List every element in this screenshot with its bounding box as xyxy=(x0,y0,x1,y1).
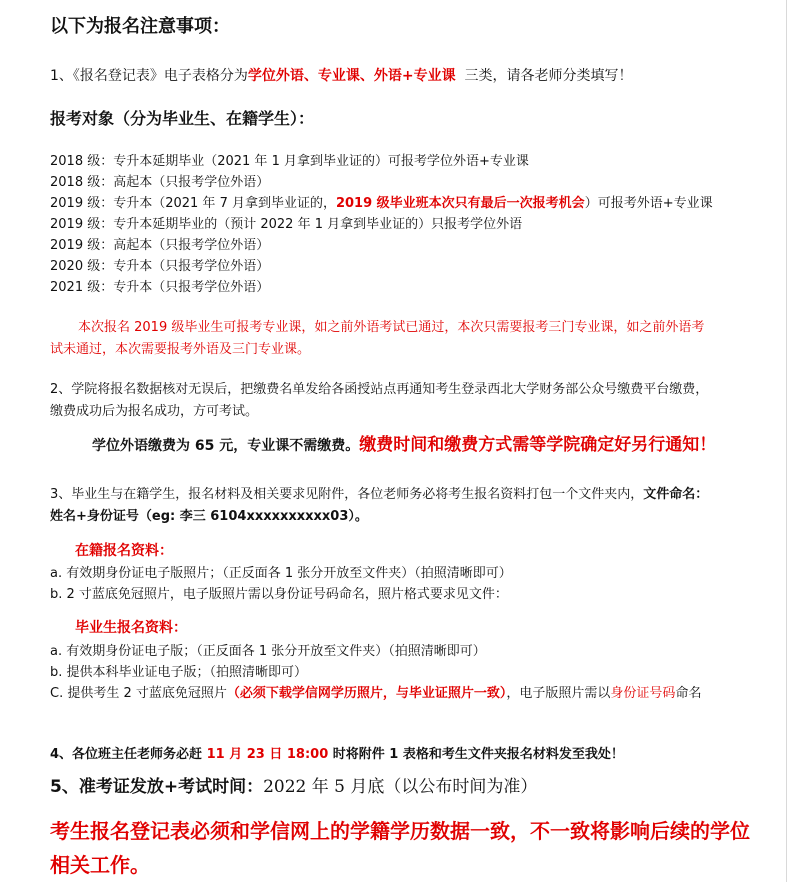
item-4-post: 时将附件 1 表格和考生文件夹报名材料发至我处！ xyxy=(328,747,624,762)
graduate-title: 毕业生报名资料： xyxy=(75,620,187,636)
item-5-label: 5、准考证发放+考试时间： xyxy=(50,777,264,797)
item-1-suffix: 三类，请各老师分类填写！ xyxy=(455,68,633,84)
audience-line-2: 2018 级：高起本（只报考学位外语） xyxy=(50,175,270,190)
audience-line-5: 2019 级：高起本（只报考学位外语） xyxy=(50,238,270,253)
fee-amount: 学位外语缴费为 65 元，专业课不需缴费。 xyxy=(92,438,360,454)
graduate-item-c-pre: C. 提供考生 2 寸蓝底免冠照片 xyxy=(50,686,227,701)
audience-line-6: 2020 级：专升本（只报考学位外语） xyxy=(50,259,270,274)
fee-line xyxy=(92,430,716,455)
item-1-cat-major: 专业课 xyxy=(317,68,360,84)
audience-line-4: 2019 级：专升本延期毕业的（预计 2022 年 1 月拿到毕业证的）只报考学位外语 xyxy=(50,217,523,232)
audience-line-1: 2018 级：专升本延期毕业（2021 年 1 月拿到毕业证的）可报考学位外语+专业课 xyxy=(50,154,529,169)
graduate-item-c-idnumber: 身份证号码 xyxy=(610,686,676,701)
audience-line-3 xyxy=(50,192,713,211)
item-4-pre: 4、各位班主任老师务必赶 xyxy=(50,747,207,762)
item-4-deadline: 11 月 23 日 18:00 xyxy=(206,747,329,762)
item-3-line-1-text: 3、毕业生与在籍学生，报名材料及相关要求见附件，各位老师务必将考生报名资料打包一个文件夹内， xyxy=(50,487,644,502)
item-1-cat-both: 外语+专业课 xyxy=(373,68,456,84)
audience-line-3-post: ）可报考外语+专业课 xyxy=(584,196,713,211)
item-3-line-1 xyxy=(50,483,708,502)
item-1 xyxy=(50,65,633,85)
graduate-item-c-post: 命名 xyxy=(675,686,702,701)
graduate-item-b: b. 提供本科毕业证电子版；（拍照清晰即可） xyxy=(50,665,308,680)
item-5-value: 2022 年 5 月底（以公布时间为准） xyxy=(263,777,538,797)
notice-heading: 以下为报名注意事项： xyxy=(50,16,230,37)
note-2019-line-2: 试未通过，本次需要报考外语及三门专业课。 xyxy=(50,342,311,357)
final-warning-line-1: 考生报名登记表必须和学信网上的学籍学历数据一致，不一致将影响后续的学位 xyxy=(50,819,750,843)
item-5 xyxy=(50,772,537,797)
item-1-prefix: 1、《报名登记表》电子表格分为 xyxy=(50,68,248,84)
graduate-item-c-mid: ，电子版照片需以 xyxy=(506,686,611,701)
graduate-item-a: a. 有效期身份证电子版；（正反面各 1 张分开放至文件夹）（拍照清晰即可） xyxy=(50,644,486,659)
item-1-cat-language: 学位外语 xyxy=(247,68,304,84)
audience-line-3-highlight: 2019 级毕业班本次只有最后一次报考机会 xyxy=(335,196,585,211)
item-3-line-2: 姓名+身份证号（eg: 李三 6104xxxxxxxxxx03）。 xyxy=(50,509,368,524)
item-3-file-naming: 文件命名： xyxy=(643,487,709,502)
enrolled-item-b: b. 2 寸蓝底免冠照片，电子版照片需以身份证号码命名，照片格式要求见文件： xyxy=(50,587,508,602)
item-1-sep1: 、 xyxy=(303,68,318,84)
audience-line-7: 2021 级：专升本（只报考学位外语） xyxy=(50,280,270,295)
audience-heading: 报考对象（分为毕业生、在籍学生）： xyxy=(50,109,315,128)
graduate-item-c-highlight: （必须下载学信网学历照片，与毕业证照片一致） xyxy=(226,686,507,701)
item-2-line-1: 2、学院将报名数据核对无误后，把缴费名单发给各函授站点再通知考生登录西北大学财务部公众号缴费平台缴费， xyxy=(50,382,709,397)
fee-notice: 缴费时间和缴费方式需等学院确定好另行通知！ xyxy=(359,435,717,455)
item-2-line-2: 缴费成功后为报名成功，方可考试。 xyxy=(50,404,259,419)
item-4 xyxy=(50,743,624,762)
item-1-sep2: 、 xyxy=(359,68,374,84)
audience-line-3-pre: 2019 级：专升本（2021 年 7 月拿到毕业证的， xyxy=(50,196,336,211)
enrolled-item-a: a. 有效期身份证电子版照片；（正反面各 1 张分开放至文件夹）（拍照清晰即可） xyxy=(50,566,512,581)
enrolled-title: 在籍报名资料： xyxy=(75,543,173,559)
final-warning-line-2: 相关工作。 xyxy=(50,853,150,877)
graduate-item-c xyxy=(50,682,701,701)
note-2019-line-1: 本次报名 2019 级毕业生可报考专业课，如之前外语考试已通过，本次只需要报考三门专业课，如之前外语考 xyxy=(78,320,705,335)
